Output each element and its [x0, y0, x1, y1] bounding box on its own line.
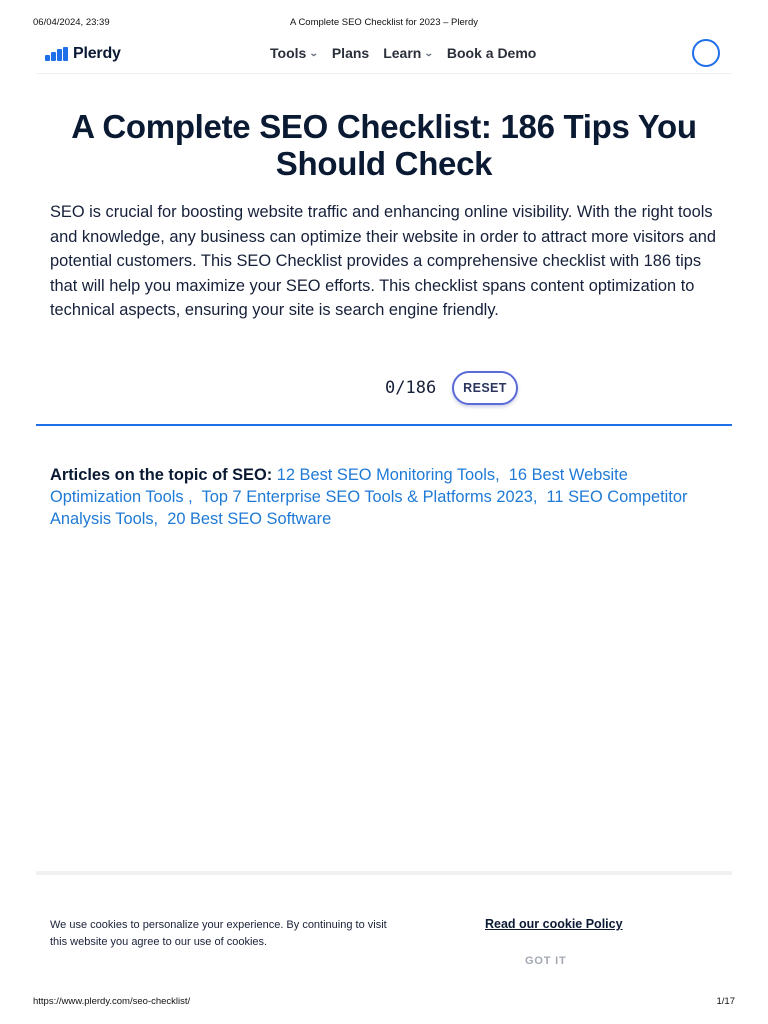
- nav-item-book-demo[interactable]: [447, 45, 536, 61]
- article-link-enterprise-seo-tools[interactable]: Top 7 Enterprise SEO Tools & Platforms 2023,: [201, 488, 538, 506]
- section-divider: [36, 424, 732, 426]
- print-footer: [33, 996, 735, 1008]
- reset-button[interactable]: RESET: [452, 371, 518, 405]
- cookie-notice-text: We use cookies to personalize your experience. By continuing to visit this website you agree to our use of cookies.: [50, 919, 387, 948]
- print-document-title: A Complete SEO Checklist for 2023 – Plerdy: [290, 17, 478, 28]
- print-url: https://www.plerdy.com/seo-checklist/: [33, 996, 191, 1007]
- nav-item-label: Plans: [331, 45, 370, 61]
- intro-paragraph: SEO is crucial for boosting website traffic and enhancing online visibility. With the right tools and knowledge, any business can optimize their website in order to attract more visitors and potential customers. This SEO Checklist provides a comprehensive checklist with 186 tips that will help you maximize your SEO efforts. This checklist spans content optimization to technical aspects, ensuring your site is search engine friendly.: [50, 203, 716, 320]
- nav-item-plans[interactable]: [332, 45, 369, 61]
- nav-item-label: Learn: [383, 45, 422, 61]
- progress-counter: 0/186: [385, 378, 437, 398]
- related-articles: [50, 464, 710, 530]
- main-nav: [270, 45, 550, 61]
- nav-item-label: Book a Demo: [446, 45, 537, 61]
- cookie-banner: [36, 871, 732, 983]
- article-link-website-optimization-tools[interactable]: 16 Best Website Optimization Tools ,: [50, 466, 628, 506]
- page-title: A Complete SEO Checklist: 186 Tips You Should Check: [71, 108, 697, 182]
- plerdy-logo[interactable]: [45, 43, 121, 65]
- article-link-seo-software[interactable]: 20 Best SEO Software: [167, 510, 332, 528]
- article-link-seo-monitoring-tools[interactable]: 12 Best SEO Monitoring Tools,: [276, 466, 500, 484]
- top-navbar: [36, 36, 732, 74]
- cookie-policy-link[interactable]: Read our cookie Policy: [485, 917, 623, 931]
- nav-item-label: Tools: [270, 45, 307, 61]
- print-date: 06/04/2024, 23:39: [33, 17, 110, 28]
- chevron-down-icon: ⌄: [424, 47, 435, 58]
- print-page-number: 1/17: [716, 996, 735, 1007]
- logo-text: Plerdy: [73, 45, 121, 62]
- nav-item-learn[interactable]: [383, 45, 433, 61]
- print-header: [33, 17, 735, 29]
- nav-item-tools[interactable]: [270, 45, 318, 61]
- checklist-progress: [0, 370, 768, 406]
- article-link-competitor-analysis-tools[interactable]: 11 SEO Competitor Analysis Tools,: [50, 488, 688, 528]
- related-articles-label: Articles on the topic of SEO:: [50, 466, 273, 484]
- got-it-button[interactable]: GOT IT: [525, 955, 567, 967]
- chevron-down-icon: ⌄: [309, 47, 319, 58]
- logo-bars-icon: [45, 47, 68, 61]
- user-account-icon[interactable]: [692, 39, 720, 67]
